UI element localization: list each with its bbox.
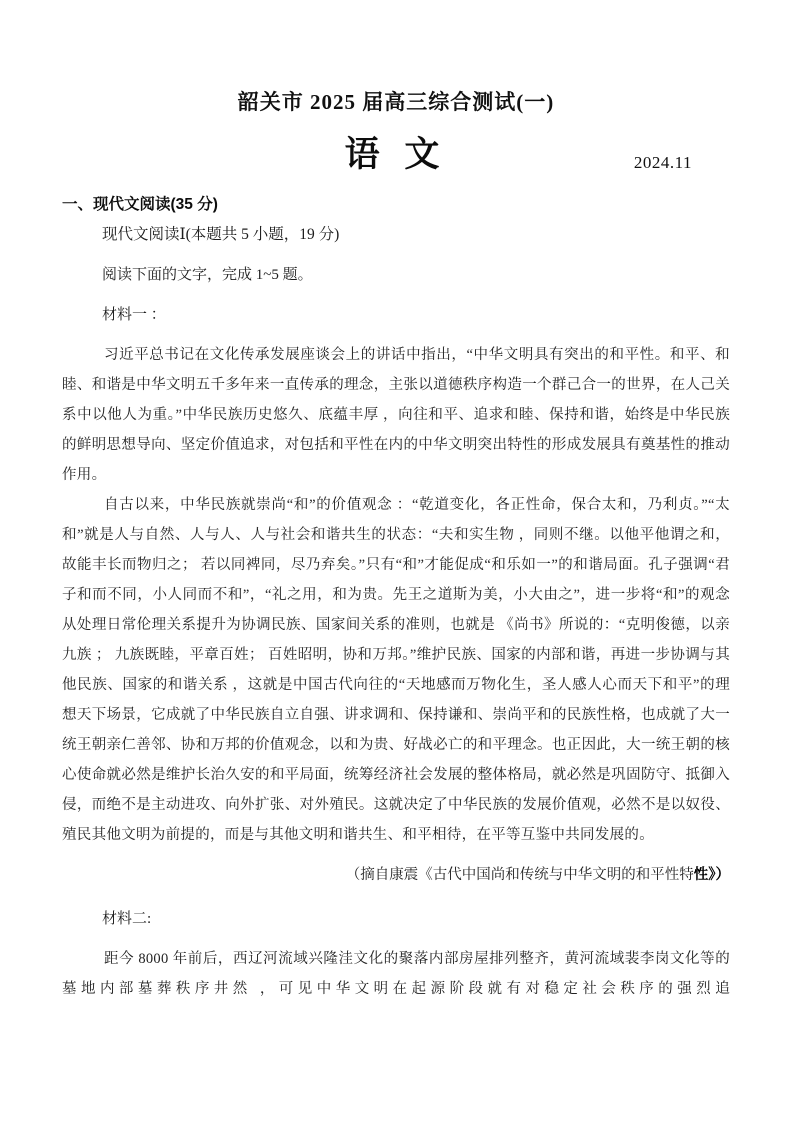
exam-title: 韶关市 2025 届高三综合测试(一) — [237, 90, 555, 114]
subject-row — [62, 130, 730, 180]
attribution-bold-text: 性》） — [693, 867, 730, 883]
material-one-paragraph-2: 自古以来，中华民族就崇尚“和”的价值观念 ：“乾道变化，各正性命，保合太和，乃利贞。”“太和”就是人与自然、人与人、人与社会和谐共生的状态：“夫和实生物 ，同则不继。以他平他谓之和，故能丰长而物归之； 若以同裨同，尽乃弃矣。”只有“和”才能促成“和乐如一”的和谐局面。孔子强调“君子和而不同，小人同而不和”，“礼之用，和为贵。先王之道斯为美，小大由之”，进一步将“和”的观念从处理日常伦理关系提升为协调民族、国家间关系的准则，也就是 《尚书》所说的：“克明俊德，以亲九族 ； 九族既睦，平章百姓； 百姓昭明，协和万邦。”维护民族、国家的内部和谐，再进一步协调与其他民族、国家的和谐关系 ，这就是中国古代向往的“天地感而万物化生，圣人感人心而天下和平”的理想天下场景，它成就了中华民族自立自强、讲求调和、保持谦和、崇尚平和的民族性格，也成就了大一统王朝亲仁善邻、协和万邦的价值观念，以和为贵、好战必亡的和平理念。也正因此，大一统王朝的核心使命就必然是维护长治久安的和平局面，统筹经济社会发展的整体格局，就必然是巩固防守、抵御入侵，而绝不是主动进攻、向外扩张、对外殖民。这就决定了中华民族的发展价值观，必然不是以奴役、殖民其他文明为前提的，而是与其他文明和谐共生、和平相待，在平等互鉴中共同发展的。 — [62, 497, 730, 843]
material-one-attribution — [62, 860, 730, 890]
material-one-paragraph-1: 习近平总书记在文化传承发展座谈会上的讲话中指出，“中华文明具有突出的和平性。和平、和睦、和谐是中华文明五千多年来一直传承的理念，主张以道德秩序构造一个群己合一的世界，在人己关系中以他人为重。”中华民族历史悠久、底蕴丰厚 ，向往和平、追求和睦、保持和谐，始终是中华民族的鲜明思想导向、坚定价值追求，对包括和平性在内的中华文明突出特性的形成发展具有奠基性的推动作用。 — [62, 347, 730, 483]
exam-date: 2024.11 — [633, 153, 692, 172]
section-one-heading: 一、现代文阅读(35 分) — [62, 196, 218, 213]
material-two-paragraph: 距今 8000 年前后，西辽河流域兴隆洼文化的聚落内部房屋排列整齐，黄河流域裴李岗文化等的墓地内部墓葬秩序井然 ，可见中华文明在起源阶段就有对稳定社会秩序的强烈追 — [62, 951, 730, 997]
modern-reading-subheading: 现代文阅读Ⅰ(本题共 5 小题，19 分) — [102, 226, 340, 243]
reading-instruction: 阅读下面的文字，完成 1~5 题。 — [102, 267, 313, 283]
material-one-label: 材料一 ： — [102, 307, 166, 323]
subject-title: 语 文 — [344, 135, 448, 174]
attribution-text: （摘自康震《古代中国尚和传统与中华文明的和平性特 — [345, 867, 694, 883]
material-two-label: 材料二: — [102, 911, 152, 927]
